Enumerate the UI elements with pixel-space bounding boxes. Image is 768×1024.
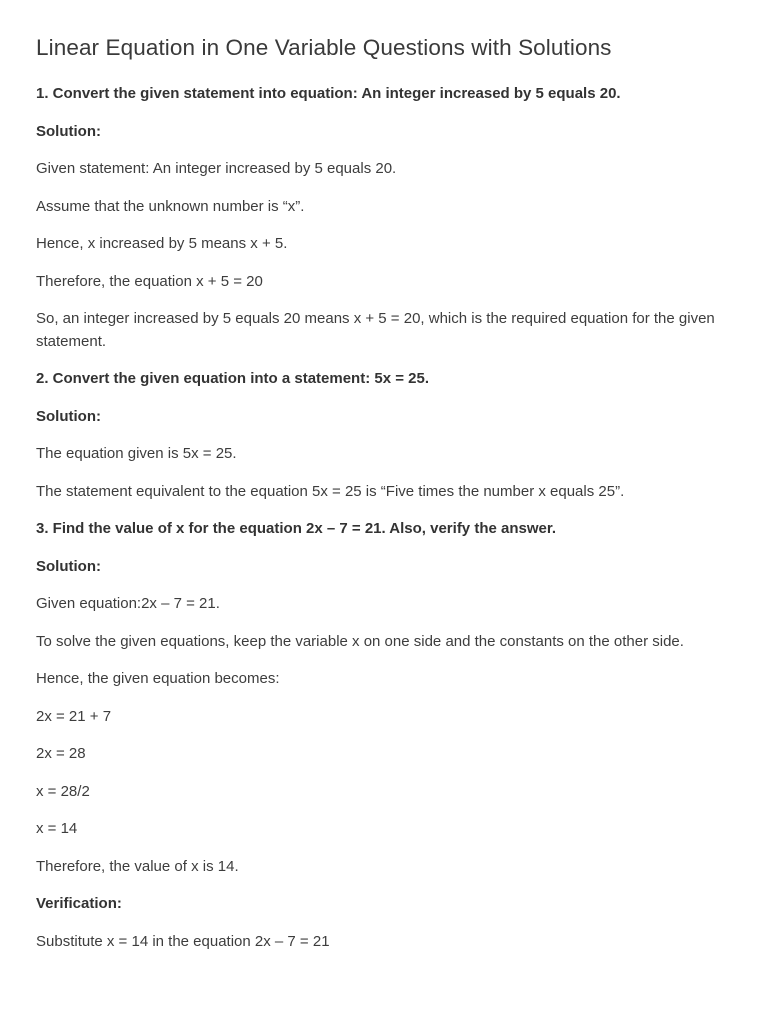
paragraph: Therefore, the equation x + 5 = 20 (36, 272, 263, 290)
paragraph: The statement equivalent to the equation 5x = 25 is “Five times the number x equals 25”. (36, 482, 625, 500)
bold-paragraph: 1. Convert the given statement into equation: An integer increased by 5 equals 20. (36, 85, 621, 102)
paragraph: Given equation:2x – 7 = 21. (36, 595, 220, 612)
page-title: Linear Equation in One Variable Questions with Solutions (36, 35, 612, 60)
paragraph: Hence, the given equation becomes: (36, 670, 280, 687)
paragraph: Given statement: An integer increased by 5 equals 20. (36, 160, 397, 177)
bold-paragraph: Solution: (36, 557, 101, 575)
bold-paragraph: Solution: (36, 407, 101, 425)
bold-paragraph: 2. Convert the given equation into a statement: 5x = 25. (36, 370, 430, 387)
paragraph: The equation given is 5x = 25. (36, 445, 237, 462)
paragraph: 2x = 28 (36, 745, 86, 762)
paragraph: x = 14 (36, 820, 78, 837)
paragraph: Substitute x = 14 in the equation 2x – 7 = 21 (36, 932, 330, 950)
paragraph: Hence, x increased by 5 means x + 5. (36, 235, 288, 252)
bold-paragraph: Verification: (36, 895, 122, 912)
paragraph: 2x = 21 + 7 (36, 707, 112, 725)
paragraph: Assume that the unknown number is “x”. (36, 197, 305, 215)
paragraph: So, an integer increased by 5 equals 20 means x + 5 = 20, which is the required equation for the given statement. (36, 310, 715, 350)
article-body (36, 83, 732, 953)
bold-paragraph: 3. Find the value of x for the equation 2x – 7 = 21. Also, verify the answer. (36, 520, 557, 537)
paragraph: x = 28/2 (36, 782, 90, 800)
paragraph: Therefore, the value of x is 14. (36, 857, 239, 875)
paragraph: To solve the given equations, keep the variable x on one side and the constants on the other side. (36, 632, 684, 650)
bold-paragraph: Solution: (36, 122, 101, 140)
